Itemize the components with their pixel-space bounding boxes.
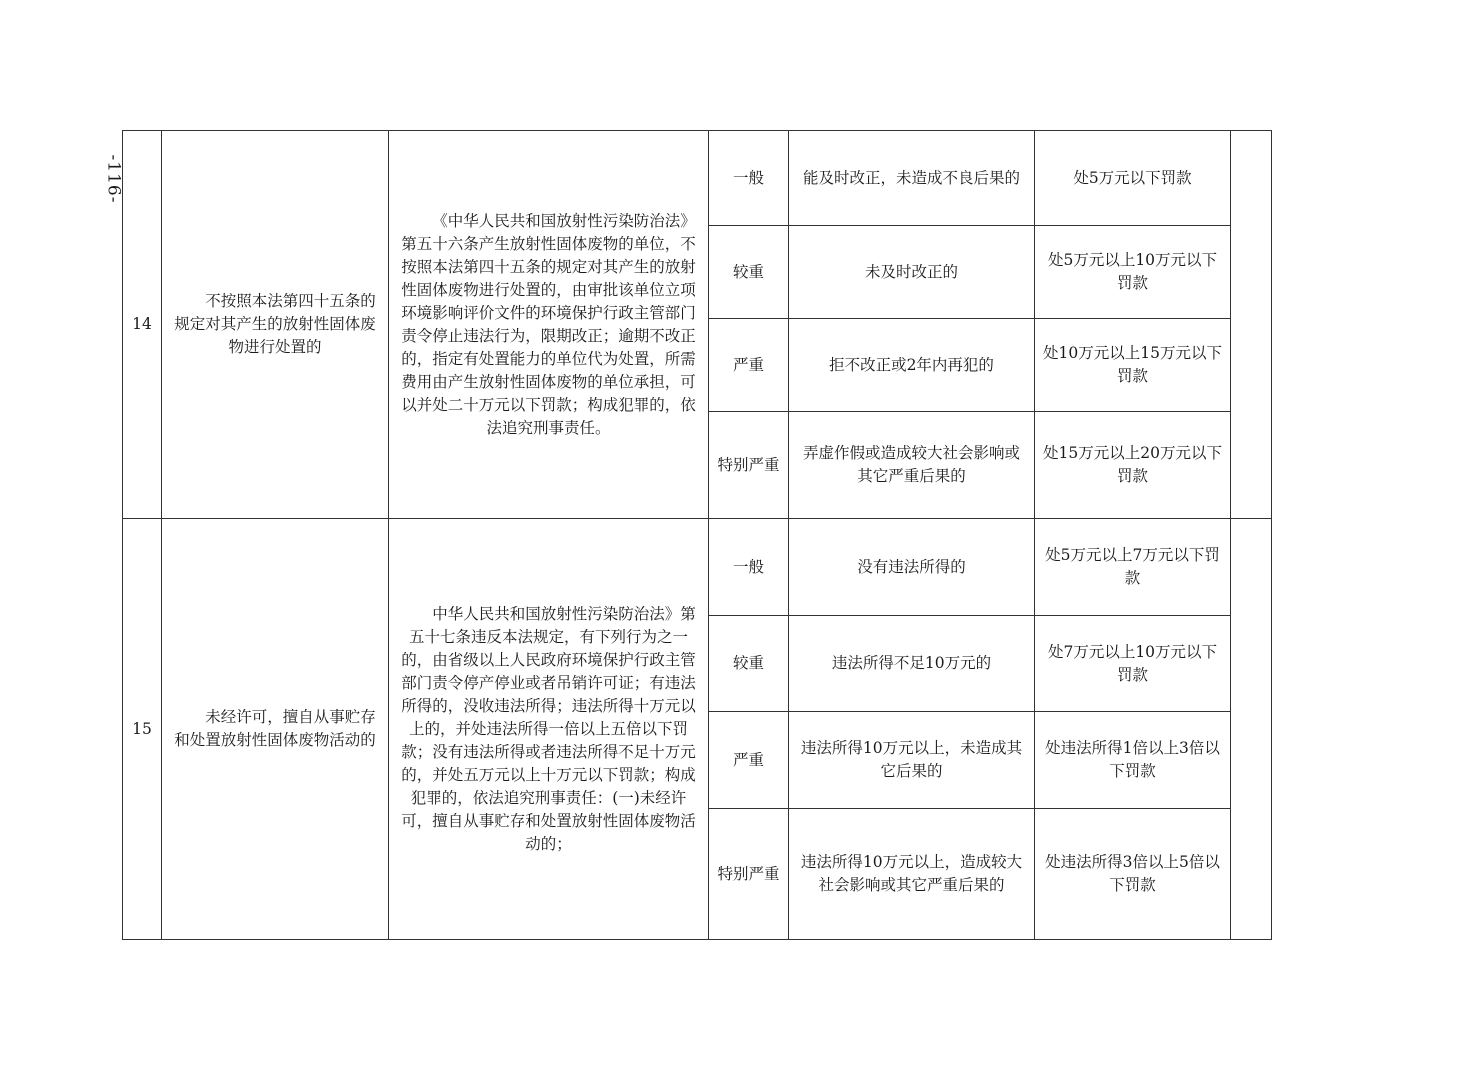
severity-level: 一般 [709,131,789,226]
table-row [123,519,1272,616]
circumstance: 弄虚作假或造成较大社会影响或其它严重后果的 [789,412,1035,519]
severity-level: 较重 [709,226,789,319]
circumstance: 未及时改正的 [789,226,1035,319]
table-row [123,131,1272,226]
severity-level: 特别严重 [709,809,789,940]
remarks-cell [1231,519,1272,940]
penalty: 处10万元以上15万元以下罚款 [1035,319,1231,412]
circumstance: 违法所得不足10万元的 [789,616,1035,712]
legal-basis [389,519,709,940]
circumstance: 违法所得10万元以上，造成较大社会影响或其它严重后果的 [789,809,1035,940]
severity-level: 特别严重 [709,412,789,519]
legal-basis-text: 中华人民共和国放射性污染防治法》第五十七条违反本法规定，有下列行为之一的，由省级以上人民政府环境保护行政主管部门责令停产停业或者吊销许可证；有违法所得的，没收违法所得；违法所得十万元以上的，并处违法所得一倍以上五倍以下罚款；没有违法所得或者违法所得不足十万元的，并处五万元以上十万元以下罚款；构成犯罪的，依法追究刑事责任：(一)未经许可，擅自从事贮存和处置放射性固体废物活动的； [401,604,696,853]
circumstance: 违法所得10万元以上，未造成其它后果的 [789,712,1035,809]
legal-basis-text: 《中华人民共和国放射性污染防治法》第五十六条产生放射性固体废物的单位，不按照本法第四十五条的规定对其产生的放射性固体废物进行处置的，由审批该单位立项环境影响评价文件的环境保护行政主管部门责令停止违法行为，限期改正；逾期不改正的，指定有处置能力的单位代为处置，所需费用由产生放射性固体废物的单位承担，可以并处二十万元以下罚款；构成犯罪的，依法追究刑事责任。 [401,211,696,437]
penalty: 处5万元以上10万元以下罚款 [1035,226,1231,319]
legal-basis [389,131,709,519]
penalty: 处违法所得1倍以上3倍以下罚款 [1035,712,1231,809]
penalty: 处5万元以下罚款 [1035,131,1231,226]
violation-behavior [162,131,389,519]
remarks-cell [1231,131,1272,519]
circumstance: 没有违法所得的 [789,519,1035,616]
item-number: 14 [123,131,162,519]
severity-level: 一般 [709,519,789,616]
circumstance: 能及时改正，未造成不良后果的 [789,131,1035,226]
penalty: 处7万元以上10万元以下罚款 [1035,616,1231,712]
penalty: 处违法所得3倍以上5倍以下罚款 [1035,809,1231,940]
severity-level: 严重 [709,712,789,809]
severity-level: 严重 [709,319,789,412]
penalty: 处5万元以上7万元以下罚款 [1035,519,1231,616]
severity-level: 较重 [709,616,789,712]
penalty: 处15万元以上20万元以下罚款 [1035,412,1231,519]
item-number: 15 [123,519,162,940]
violation-behavior-text: 未经许可，擅自从事贮存和处置放射性固体废物活动的 [174,708,376,749]
circumstance: 拒不改正或2年内再犯的 [789,319,1035,412]
violation-behavior [162,519,389,940]
page-number-text: -116- [103,154,123,204]
penalty-standard-table [122,130,1272,940]
violation-behavior-text: 不按照本法第四十五条的规定对其产生的放射性固体废物进行处置的 [174,292,376,356]
